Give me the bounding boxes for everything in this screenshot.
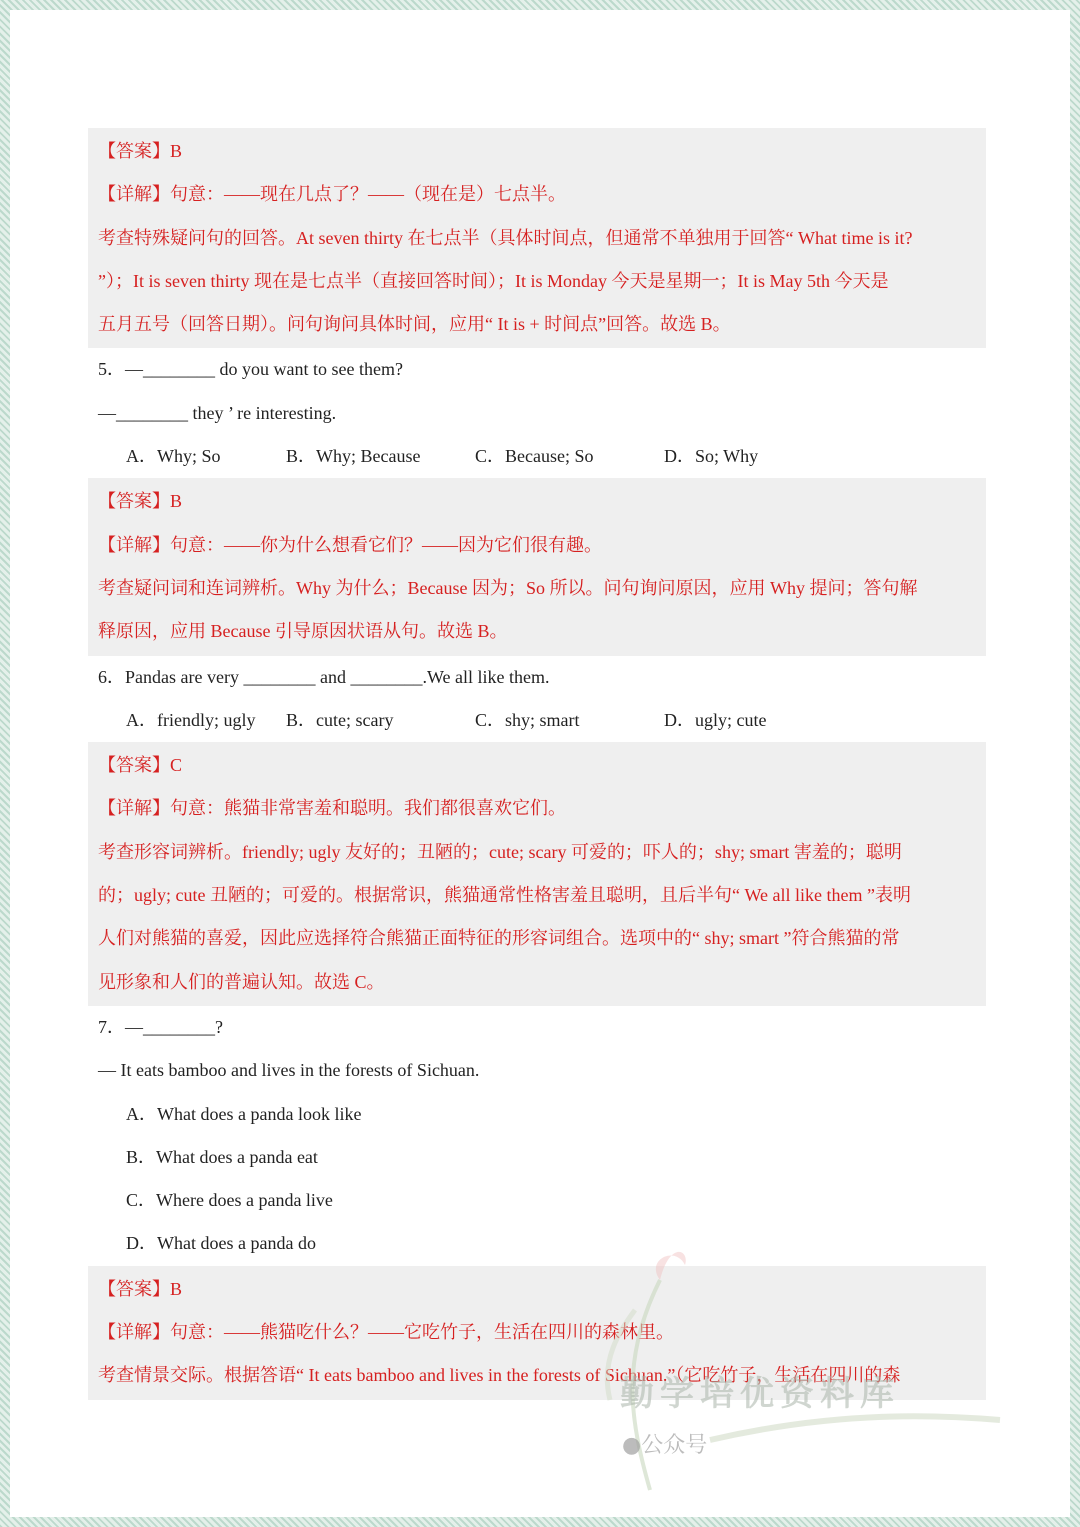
explanation-line: ”）；It is seven thirty 现在是七点半（直接回答时间）；It is Monday 今天是星期一；It is May 5th 今天是 <box>98 270 889 291</box>
option-b[interactable]: B．What does a panda eat <box>126 1146 318 1167</box>
answer-label: 【答案】B <box>98 141 183 161</box>
question-response: —________ they ’ re interesting. <box>98 402 337 423</box>
explanation-line: 考查形容词辨析。friendly; ugly 友好的；丑陋的；cute; scary 可爱的；吓人的；shy; smart 害羞的；聪明 <box>98 841 902 862</box>
watermark-subtitle <box>622 1428 707 1459</box>
option-b[interactable]: B．Why; Because <box>286 446 421 467</box>
answer-block-6 <box>88 742 986 1006</box>
option-c[interactable]: C．Because; So <box>475 446 594 467</box>
answer-block-5 <box>88 478 986 655</box>
explanation-line: 释原因，应用 Because 引导原因状语从句。故选 B。 <box>98 621 508 642</box>
explanation-line: 考查情景交际。根据答语“ It eats bamboo and lives in the forests of Sichuan.”（它吃竹子，生活在四川的森 <box>98 1365 901 1386</box>
watermark-title: 勤学培优资料库 <box>620 1374 900 1414</box>
option-a[interactable]: A．What does a panda look like <box>126 1103 362 1124</box>
explanation-line: 五月五号（回答日期）。问句询问具体时间，应用“ It is + 时间点”回答。故选 B。 <box>98 314 731 335</box>
option-d[interactable]: D．So; Why <box>664 446 759 467</box>
answer-label: 【答案】C <box>98 755 183 776</box>
explanation-line: 见形象和人们的普遍认知。故选 C。 <box>98 971 385 992</box>
question-options <box>88 435 986 478</box>
document-content <box>88 128 986 1400</box>
explanation-line: 人们对熊猫的喜爱，因此应选择符合熊猫正面特征的形容词组合。选项中的“ shy; smart ”符合熊猫的常 <box>98 928 900 949</box>
option-d[interactable]: D．ugly; cute <box>664 709 767 730</box>
question-response: — It eats bamboo and lives in the forests of Sichuan. <box>98 1060 480 1081</box>
wechat-icon: ● <box>622 1433 642 1458</box>
answer-block-4 <box>88 128 986 348</box>
detail-label: 【详解】句意：——熊猫吃什么？——它吃竹子，生活在四川的森林里。 <box>98 1322 674 1343</box>
explanation-line: 的；ugly; cute 丑陋的；可爱的。根据常识，熊猫通常性格害羞且聪明，且后半句“ We all like them ”表明 <box>98 885 911 906</box>
explanation-line: 考查特殊疑问句的回答。At seven thirty 在七点半（具体时间点，但通常不单独用于回答“ What time is it? <box>98 227 913 248</box>
question-stem: 7．—________? <box>98 1016 223 1037</box>
option-a[interactable]: A．Why; So <box>126 446 221 467</box>
question-options <box>88 699 986 742</box>
detail-label: 【详解】句意：——你为什么想看它们？——因为它们很有趣。 <box>98 534 602 555</box>
detail-label: 【详解】句意：熊猫非常害羞和聪明。我们都很喜欢它们。 <box>98 798 566 819</box>
question-stem: 6．Pandas are very ________ and ________.We all like them. <box>98 666 550 687</box>
explanation-line: 考查疑问词和连词辨析。Why 为什么；Because 因为；So 所以。问句询问原因，应用 Why 提问；答句解 <box>98 577 918 598</box>
answer-label: 【答案】B <box>98 1278 183 1299</box>
detail-label: 【详解】句意：——现在几点了？——（现在是）七点半。 <box>98 184 566 205</box>
option-c[interactable]: C．shy; smart <box>475 709 580 730</box>
option-d[interactable]: D．What does a panda do <box>126 1233 316 1254</box>
watermark-sub-label: 公众号 <box>641 1433 708 1458</box>
option-b[interactable]: B．cute; scary <box>286 709 394 730</box>
option-c[interactable]: C．Where does a panda live <box>126 1190 333 1211</box>
question-7 <box>88 1006 986 1266</box>
question-5 <box>88 348 986 478</box>
answer-label: 【答案】B <box>98 491 183 512</box>
question-6 <box>88 656 986 743</box>
option-a[interactable]: A．friendly; ugly <box>126 709 256 730</box>
question-stem: 5．—________ do you want to see them? <box>98 359 403 380</box>
